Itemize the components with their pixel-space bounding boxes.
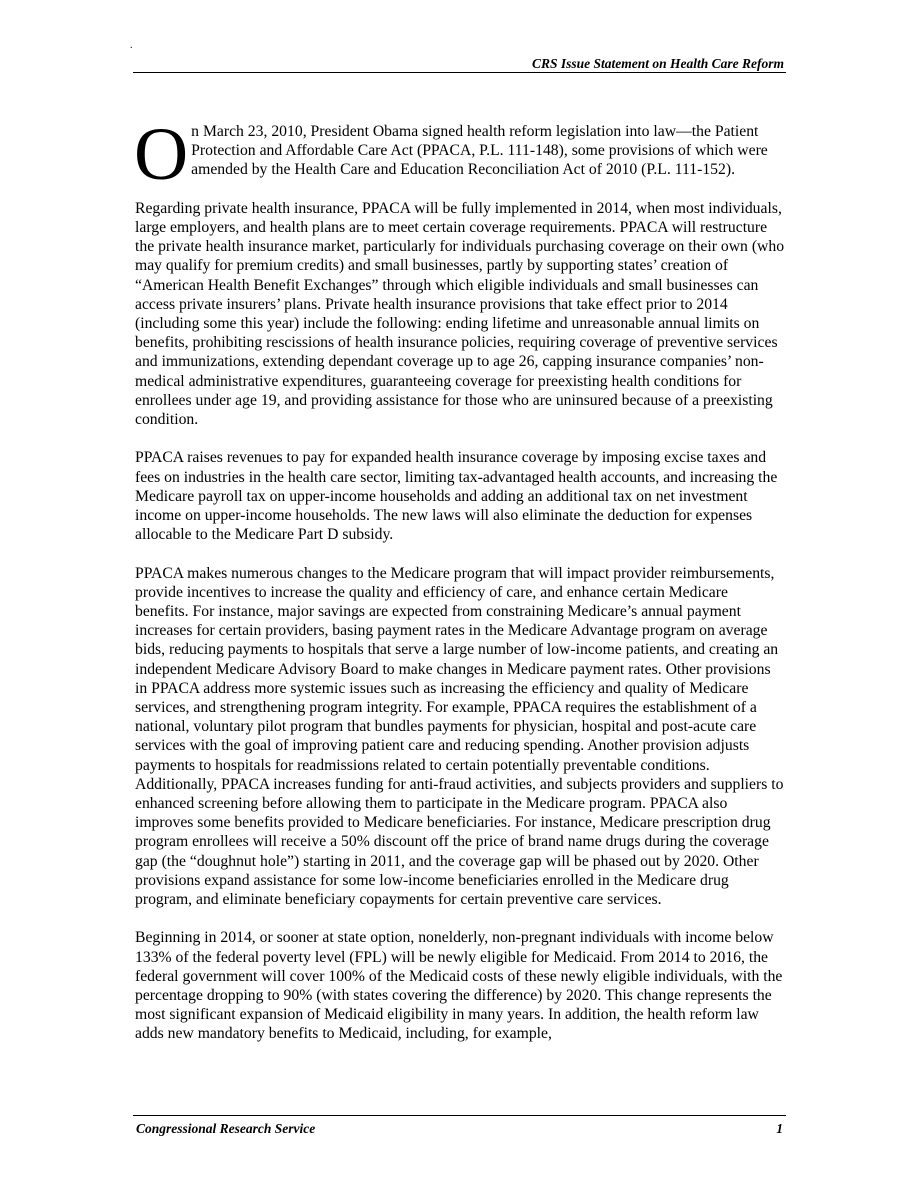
paragraph-intro-text: n March 23, 2010, President Obama signed health reform legislation into law—the Patient Protection and Affordable Care Act (PPACA, P.L. 111-148), some provisions of which were amended by the Health Care and Education Reconciliation Act of 2010 (P.L. 111-152). bbox=[191, 123, 768, 179]
page-number: 1 bbox=[776, 1121, 783, 1136]
paragraph-private-insurance: Regarding private health insurance, PPACA will be fully implemented in 2014, when most individuals, large employers, and health plans are to meet certain coverage requirements. PPACA will restructure the private health insurance market, particularly for individuals purchasing coverage on their own (who may qualify for premium credits) and small businesses, partly by supporting states’ creation of “American Health Benefit Exchanges” through which eligible individuals and small businesses can access private insurers’ plans. Private health insurance provisions that take effect prior to 2014 (including some this year) include the following: ending lifetime and unreasonable annual limits on benefits, prohibiting rescissions of health insurance policies, requiring coverage of preventive services and immunizations, extending dependant coverage up to age 26, capping insurance companies’ non-medical administrative expenditures, guaranteeing coverage for preexisting health conditions for enrollees under age 19, and providing assistance for those who are uninsured because of a preexisting condition. bbox=[135, 199, 785, 429]
running-header-title: CRS Issue Statement on Health Care Reform bbox=[531, 56, 784, 71]
header-mark: . bbox=[130, 40, 133, 51]
paragraph-medicare: PPACA makes numerous changes to the Medicare program that will impact provider reimbursements, provide incentives to increase the quality and efficiency of care, and enhance certain Medicare benefits. For instance, major savings are expected from constraining Medicare’s annual payment increases for certain providers, basing payment rates in the Medicare Advantage program on average bids, reducing payments to hospitals that serve a large number of low-income patients, and creating an independent Medicare Advisory Board to make changes in Medicare payment rates. Other provisions in PPACA address more systemic issues such as increasing the efficiency and quality of Medicare services, and strengthening program integrity. For example, PPACA requires the establishment of a national, voluntary pilot program that bundles payments for physician, hospital and post-acute care services with the goal of improving patient care and reducing spending. Another provision adjusts payments to hospitals for readmissions related to certain potentially preventable conditions. Additionally, PPACA increases funding for anti-fraud activities, and subjects providers and suppliers to enhanced screening before allowing them to participate in the Medicare program. PPACA also improves some benefits provided to Medicare beneficiaries. For instance, Medicare prescription drug program enrollees will receive a 50% discount off the price of brand name drugs during the coverage gap (the “doughnut hole”) starting in 2011, and the coverage gap will be phased out by 2020. Other provisions expand assistance for some low-income beneficiaries enrolled in the Medicare drug program, and eliminate beneficiary copayments for certain preventive care services. bbox=[135, 564, 784, 909]
paragraph-intro bbox=[134, 113, 785, 196]
paragraph-medicaid: Beginning in 2014, or sooner at state option, nonelderly, non-pregnant individuals with income below 133% of the federal poverty level (FPL) will be newly eligible for Medicaid. From 2014 to 2016, the federal government will cover 100% of the Medicaid costs of these newly eligible individuals, with the percentage dropping to 90% (with states covering the difference) by 2020. This change represents the most significant expansion of Medicaid eligibility in many years. In addition, the health reform law adds new mandatory benefits to Medicaid, including, for example, bbox=[135, 929, 783, 1043]
document-body bbox=[134, 113, 785, 1063]
drop-cap: O bbox=[134, 113, 189, 196]
footer-rule bbox=[133, 1115, 786, 1116]
paragraph-revenues: PPACA raises revenues to pay for expanded health insurance coverage by imposing excise taxes and fees on industries in the health care sector, limiting tax-advantaged health accounts, and increasing the Medicare payroll tax on upper-income households and adding an additional tax on net investment income on upper-income households. The new laws will also eliminate the deduction for expenses allocable to the Medicare Part D subsidy. bbox=[135, 449, 778, 544]
header-rule bbox=[133, 72, 786, 73]
footer-source: Congressional Research Service bbox=[136, 1121, 316, 1136]
